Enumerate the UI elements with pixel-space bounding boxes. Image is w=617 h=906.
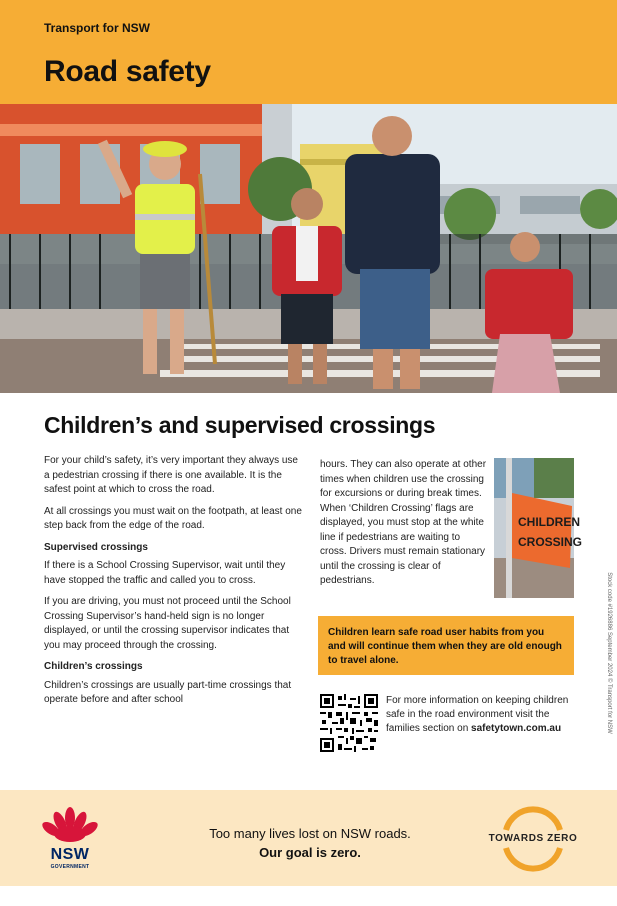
tagline-line-2: Our goal is zero. [259,845,361,860]
tagline-line-1: Too many lives lost on NSW roads. [209,826,411,841]
stock-code-text: Stock code #1926886 September 2024 © Transport for NSW [606,572,612,734]
paragraph-supervisor: If there is a School Crossing Supervisor, wait until they have stopped the traffic and called you to cross. [44,560,286,586]
nsw-wordmark: NSW [50,846,90,863]
callout-box: Children learn safe road user habits from you and will continue them when they are old enough to travel alone. [318,616,574,675]
subheading-supervised: Supervised crossings [44,541,148,553]
nsw-government-label: GOVERNMENT [50,864,90,870]
children-crossing-flag-icon [494,458,583,598]
safetytown-link[interactable]: safetytown.com.au [471,723,562,734]
article-column-1 [44,454,302,715]
children-crossing-flag-photo [494,458,583,598]
paragraph-hours: hours. They can also operate at other times when children use the crossing for excursions or during break times. When ‘Children Crossing’ flags are displayed, you must stop at the white line if pedestrians are waiting to cross. Drivers must remain stationary until the crossing is clear of pedestrians. [320,459,487,586]
paragraph-childrens: Children’s crossings are usually part-time crossings that operate before and after school [44,679,292,705]
paragraph-driving: If you are driving, you must not proceed until the School Crossing Supervisor’s hand-held sign is no longer displayed, or until the crossing supervisor indicates that you may proceed through the crossing. [44,596,291,651]
more-info-body: For more information on keeping children safe in the road environment visit the families section on [386,695,569,734]
footer-tagline [180,824,440,862]
paragraph-wait-footpath: At all crossings you must wait on the footpath, at least one step back from the edge of the road. [44,505,302,531]
article-column-2 [320,458,488,596]
section-heading: Children’s and supervised crossings [44,412,436,438]
page-title: Road safety [44,55,211,88]
paragraph-safety: For your child’s safety, it’s very important they always use a pedestrian crossing if there is one available. It is the safest point at which to cross the road. [44,455,298,495]
svg-text:CROSSING: CROSSING [518,535,583,549]
qr-code[interactable] [320,694,378,752]
stock-code-vertical [604,530,614,780]
qr-code-icon [320,694,378,752]
towards-zero-logo: TOWARDS ZERO [488,833,578,844]
svg-text:CHILDREN: CHILDREN [518,515,580,529]
hero-photo [0,104,617,393]
more-info-text [386,694,576,736]
subheading-childrens: Children’s crossings [44,661,143,672]
school-crossing-photo [0,104,617,393]
org-name: Transport for NSW [44,21,151,35]
